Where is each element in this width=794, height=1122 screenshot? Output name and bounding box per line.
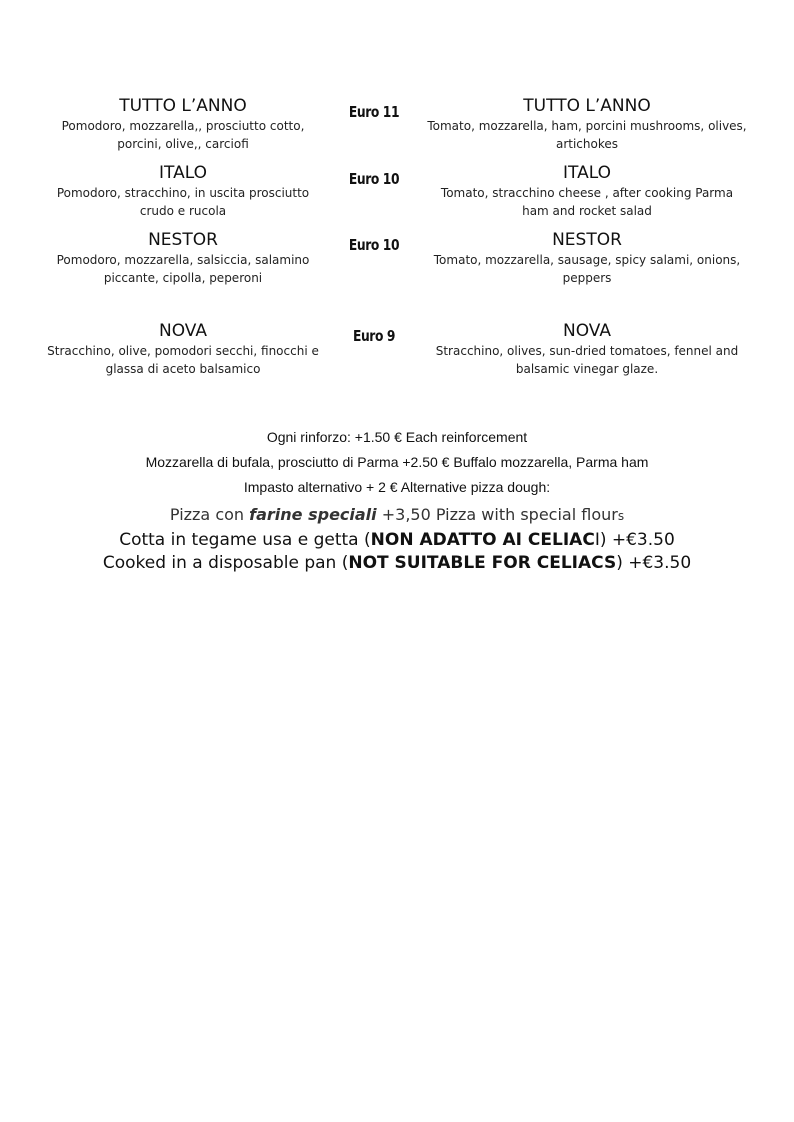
pizza-name: NESTOR (148, 230, 218, 250)
pan-it-warning: NON ADATTO AI CELIAC (370, 530, 595, 550)
pizza-name: ITALO (159, 163, 207, 183)
pan-it-prefix: Cotta in tegame usa e getta ( (119, 530, 371, 550)
pan-en-warning: NOT SUITABLE FOR CELIACS (348, 553, 617, 573)
pan-it-suffix: I) +€3.50 (594, 530, 675, 550)
pizza-name: NESTOR (552, 230, 622, 250)
pizza-description: Tomato, stracchino cheese , after cooking Parma ham and rocket salad (440, 186, 734, 218)
pan-note-en (0, 553, 794, 573)
reinforcement-note: Ogni rinforzo: +1.50 € Each reinforcement (266, 429, 528, 445)
pan-note-it (0, 530, 794, 550)
special-flour-prefix: Pizza con (169, 505, 250, 524)
menu-item-it (40, 163, 326, 220)
menu-item-it (40, 96, 326, 153)
menu-item-it (40, 321, 326, 378)
pizza-description: Pomodoro, mozzarella,, prosciutto cotto, porcini, olive,, carciofi (61, 119, 305, 151)
menu-item-en (426, 96, 748, 153)
special-flour-suffix: +3,50 Pizza with special flour (376, 505, 618, 524)
pizza-name: ITALO (563, 163, 611, 183)
pizza-description: Tomato, mozzarella, ham, porcini mushrooms, olives, artichokes (427, 119, 747, 151)
special-flour-note (0, 505, 794, 524)
special-flour-emphasis: farine speciali (249, 505, 377, 524)
pan-en-prefix: Cooked in a disposable pan ( (102, 553, 349, 573)
menu-item-en (426, 321, 748, 378)
pan-en-suffix: ) +€3.50 (616, 553, 692, 573)
pizza-price: Euro 9 (352, 327, 396, 345)
pizza-name: NOVA (563, 321, 611, 341)
pizza-description: Pomodoro, stracchino, in uscita prosciutto crudo e rucola (56, 186, 310, 218)
pizza-price: Euro 11 (348, 103, 400, 121)
pizza-price: Euro 10 (348, 236, 400, 254)
pizza-description: Tomato, mozzarella, sausage, spicy salami, onions, peppers (433, 253, 741, 285)
pizza-name: TUTTO L’ANNO (523, 96, 651, 116)
bufala-note: Mozzarella di bufala, prosciutto di Parma +2.50 € Buffalo mozzarella, Parma ham (145, 454, 649, 470)
pizza-description: Stracchino, olives, sun-dried tomatoes, fennel and balsamic vinegar glaze. (435, 344, 739, 376)
pizza-description: Stracchino, olive, pomodori secchi, finocchi e glassa di aceto balsamico (47, 344, 319, 376)
menu-item-en (426, 163, 748, 220)
pizza-name: NOVA (159, 321, 207, 341)
pizza-price: Euro 10 (348, 170, 400, 188)
special-flour-tail: s (617, 509, 625, 523)
pizza-name: TUTTO L’ANNO (119, 96, 247, 116)
dough-note: Impasto alternativo + 2 € Alternative pizza dough: (243, 479, 551, 495)
menu-item-en (426, 230, 748, 287)
menu-item-it (40, 230, 326, 287)
pizza-description: Pomodoro, mozzarella, salsiccia, salamino piccante, cipolla, peperoni (56, 253, 310, 285)
